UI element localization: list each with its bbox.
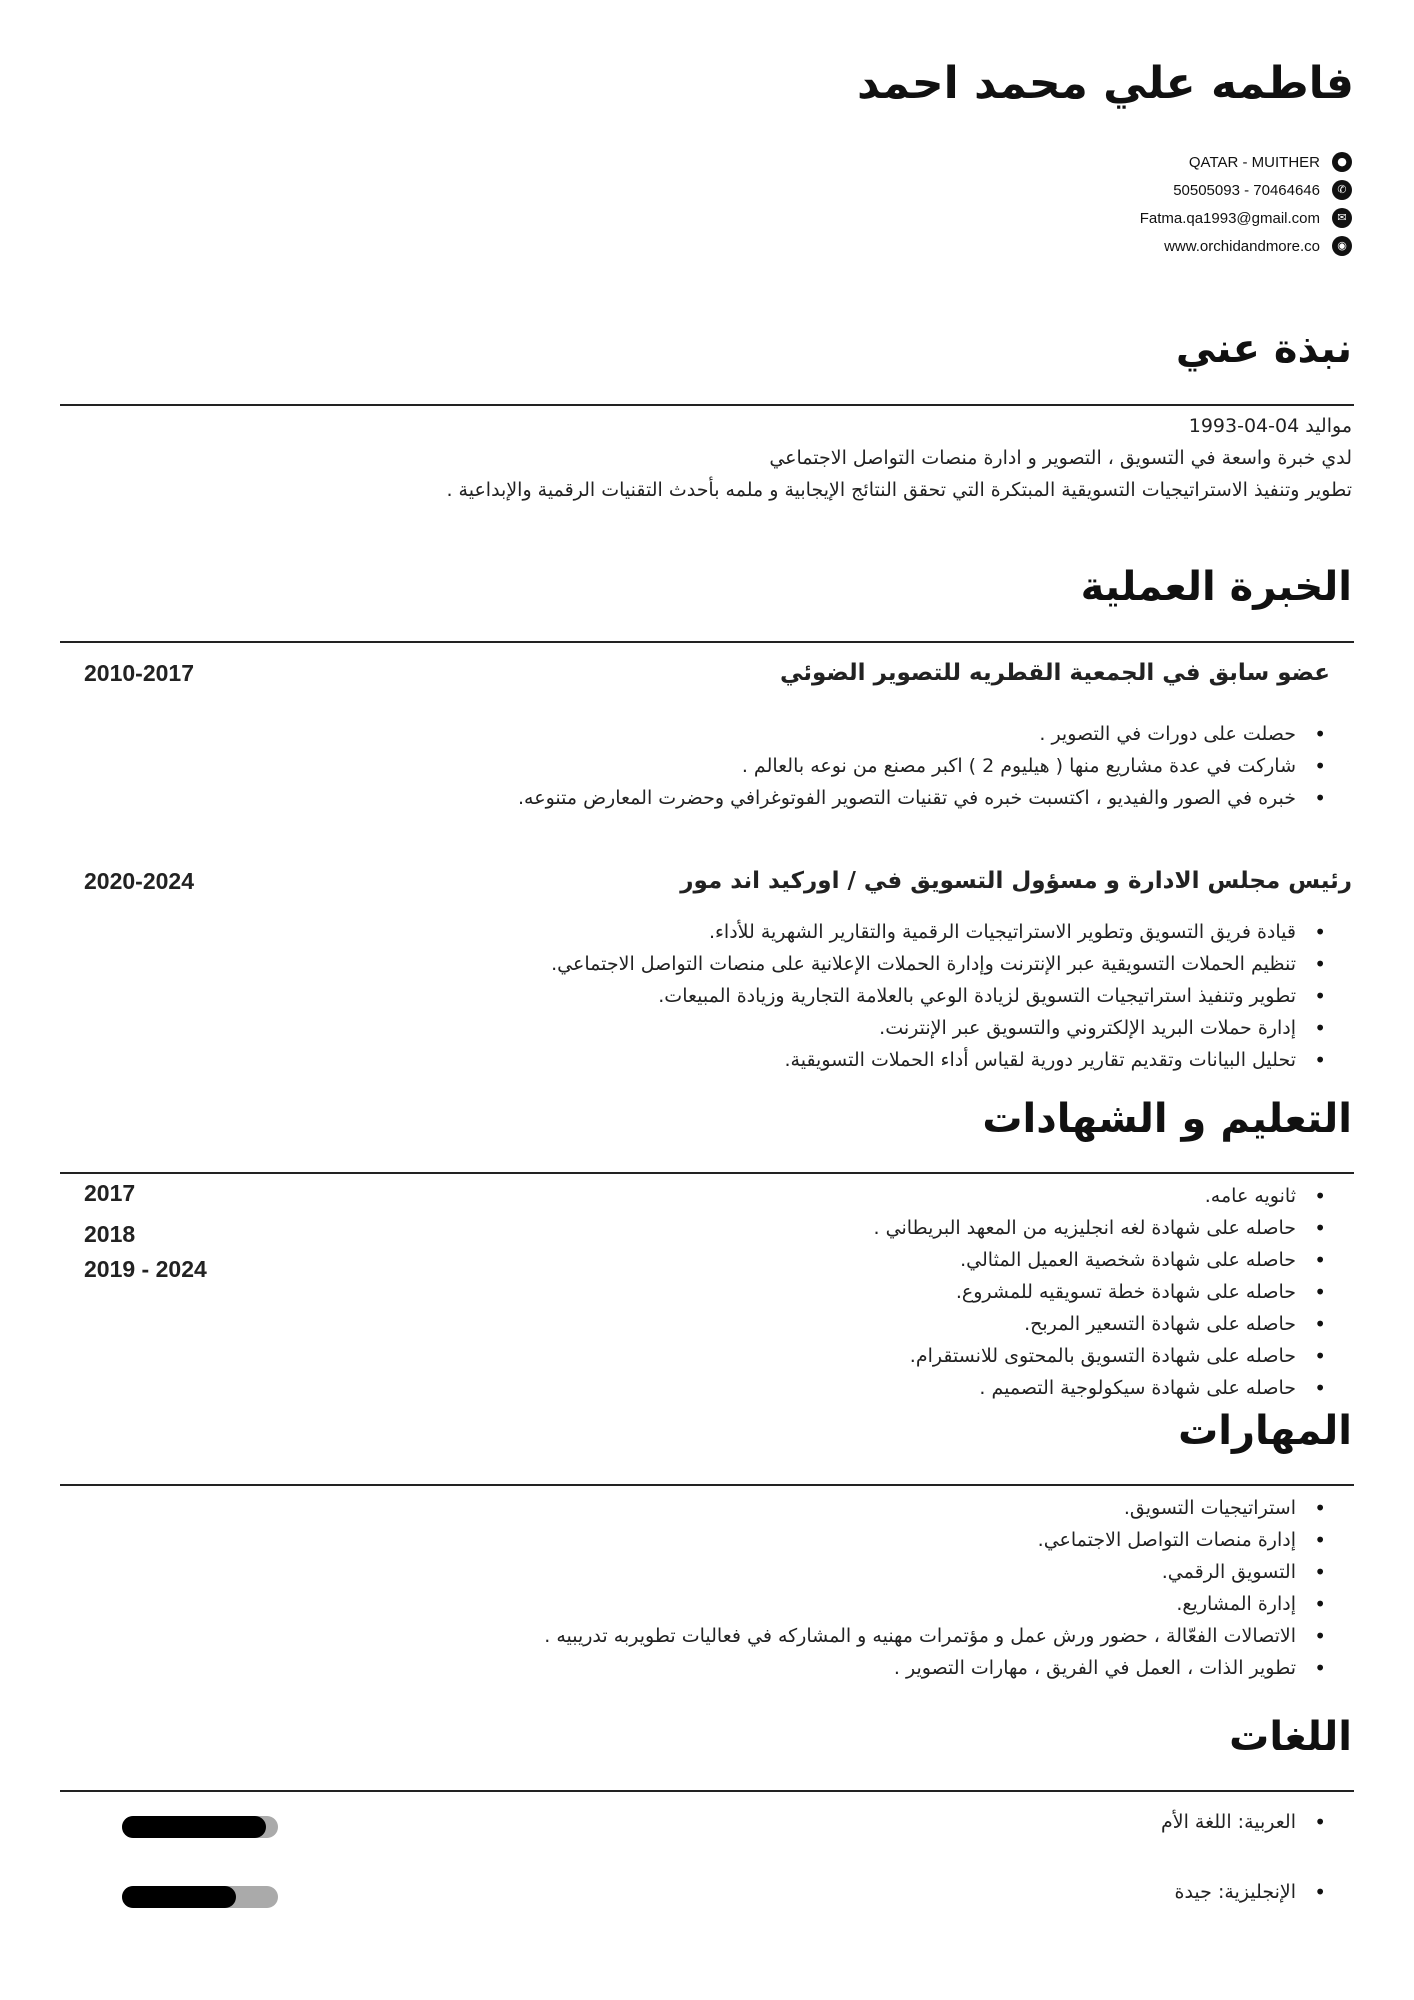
language-level-bar bbox=[122, 1886, 278, 1908]
skills-list bbox=[176, 1492, 1326, 1684]
list-item: • التسويق الرقمي. bbox=[176, 1556, 1326, 1588]
about-text bbox=[252, 410, 1352, 506]
globe-icon: ◉ bbox=[1332, 236, 1352, 256]
education-title: التعليم و الشهادات bbox=[982, 1096, 1352, 1142]
list-item: • خبره في الصور والفيديو ، اكتسبت خبره في تقنيات التصوير الفوتوغرافي وحضرت المعارض متنوعه. bbox=[176, 782, 1326, 814]
language-level-fill bbox=[122, 1816, 266, 1838]
contact-location-text: QATAR - MUITHER bbox=[1188, 153, 1320, 171]
skills-title: المهارات bbox=[1178, 1408, 1352, 1454]
job-date: 2020-2024 bbox=[84, 868, 194, 894]
about-title: نبذة عني bbox=[1175, 326, 1352, 372]
list-item: • حاصله على شهادة التسويق بالمحتوى للانستقرام. bbox=[176, 1340, 1326, 1372]
job-date: 2010-2017 bbox=[84, 660, 194, 686]
list-item: • استراتيجيات التسويق. bbox=[176, 1492, 1326, 1524]
list-item: • تحليل البيانات وتقديم تقارير دورية لقياس أداء الحملات التسويقية. bbox=[176, 1044, 1326, 1076]
languages-list bbox=[826, 1806, 1326, 1908]
language-level-bar bbox=[122, 1816, 278, 1838]
contact-website[interactable] bbox=[852, 232, 1352, 260]
skills-divider bbox=[60, 1484, 1354, 1486]
list-item: • الاتصالات الفعّالة ، حضور ورش عمل و مؤتمرات مهنيه و المشاركه في فعاليات تطويربه تدريبيه . bbox=[176, 1620, 1326, 1652]
job-duties-list bbox=[176, 718, 1326, 814]
list-item: • الإنجليزية: جيدة bbox=[826, 1876, 1326, 1908]
list-item: • إدارة المشاريع. bbox=[176, 1588, 1326, 1620]
list-item: • حاصله على شهادة سيكولوجية التصميم . bbox=[176, 1372, 1326, 1404]
list-item: • قيادة فريق التسويق وتطوير الاستراتيجيات الرقمية والتقارير الشهرية للأداء. bbox=[176, 916, 1326, 948]
list-item: • تطوير الذات ، العمل في الفريق ، مهارات التصوير . bbox=[176, 1652, 1326, 1684]
job-title: عضو سابق في الجمعية القطريه للتصوير الضوئي bbox=[780, 660, 1330, 686]
list-item: • إدارة منصات التواصل الاجتماعي. bbox=[176, 1524, 1326, 1556]
languages-divider bbox=[60, 1790, 1354, 1792]
education-date: 2019 - 2024 bbox=[84, 1256, 207, 1282]
education-date: 2018 bbox=[84, 1221, 136, 1247]
list-item: • إدارة حملات البريد الإلكتروني والتسويق عبر الإنترنت. bbox=[176, 1012, 1326, 1044]
email-icon: ✉ bbox=[1332, 208, 1352, 228]
location-pin-icon: ● bbox=[1332, 152, 1352, 172]
about-line: لدي خبرة واسعة في التسويق ، التصوير و ادارة منصات التواصل الاجتماعي bbox=[769, 447, 1352, 469]
contact-email[interactable] bbox=[852, 204, 1352, 232]
about-line: تطوير وتنفيذ الاستراتيجيات التسويقية المبتكرة التي تحقق النتائج الإيجابية و ملمه بأحدث التقنيات الرقمية والإبداعية . bbox=[446, 479, 1352, 501]
list-item: • حاصله على شهادة التسعير المربح. bbox=[176, 1308, 1326, 1340]
contact-info bbox=[852, 148, 1352, 260]
job-title: رئيس مجلس الادارة و مسؤول التسويق في / اوركيد اند مور bbox=[680, 868, 1352, 894]
phone-icon: ✆ bbox=[1332, 180, 1352, 200]
education-date: 2017 bbox=[84, 1180, 136, 1206]
list-item: • تنظيم الحملات التسويقية عبر الإنترنت وإدارة الحملات الإعلانية على منصات التواصل الاجتماعي. bbox=[176, 948, 1326, 980]
list-item: • حاصله على شهادة خطة تسويقيه للمشروع. bbox=[176, 1276, 1326, 1308]
education-divider bbox=[60, 1172, 1354, 1174]
candidate-name: فاطمه علي محمد احمد bbox=[856, 58, 1354, 109]
languages-title: اللغات bbox=[1229, 1714, 1352, 1760]
list-item: • حصلت على دورات في التصوير . bbox=[176, 718, 1326, 750]
list-item: • العربية: اللغة الأم bbox=[826, 1806, 1326, 1838]
list-item: • تطوير وتنفيذ استراتيجيات التسويق لزيادة الوعي بالعلامة التجارية وزيادة المبيعات. bbox=[176, 980, 1326, 1012]
contact-website-text[interactable]: www.orchidandmore.co bbox=[1164, 237, 1320, 255]
language-level-fill bbox=[122, 1886, 236, 1908]
contact-phone bbox=[852, 176, 1352, 204]
contact-email-text[interactable]: Fatma.qa1993@gmail.com bbox=[1139, 209, 1320, 227]
experience-title: الخبرة العملية bbox=[1080, 564, 1352, 610]
list-item: • حاصله على شهادة لغه انجليزيه من المعهد البريطاني . bbox=[176, 1212, 1326, 1244]
list-item: • ثانويه عامه. bbox=[176, 1180, 1326, 1212]
job-duties-list bbox=[176, 916, 1326, 1076]
about-line: مواليد 04-04-1993 bbox=[1188, 415, 1352, 437]
contact-location bbox=[852, 148, 1352, 176]
experience-divider bbox=[60, 641, 1354, 643]
list-item: • شاركت في عدة مشاريع منها ( هيليوم 2 ) اكبر مصنع من نوعه بالعالم . bbox=[176, 750, 1326, 782]
contact-phone-text: 50505093 - 70464646 bbox=[1173, 181, 1320, 199]
education-list bbox=[176, 1180, 1326, 1404]
list-item: • حاصله على شهادة شخصية العميل المثالي. bbox=[176, 1244, 1326, 1276]
about-divider bbox=[60, 404, 1354, 406]
